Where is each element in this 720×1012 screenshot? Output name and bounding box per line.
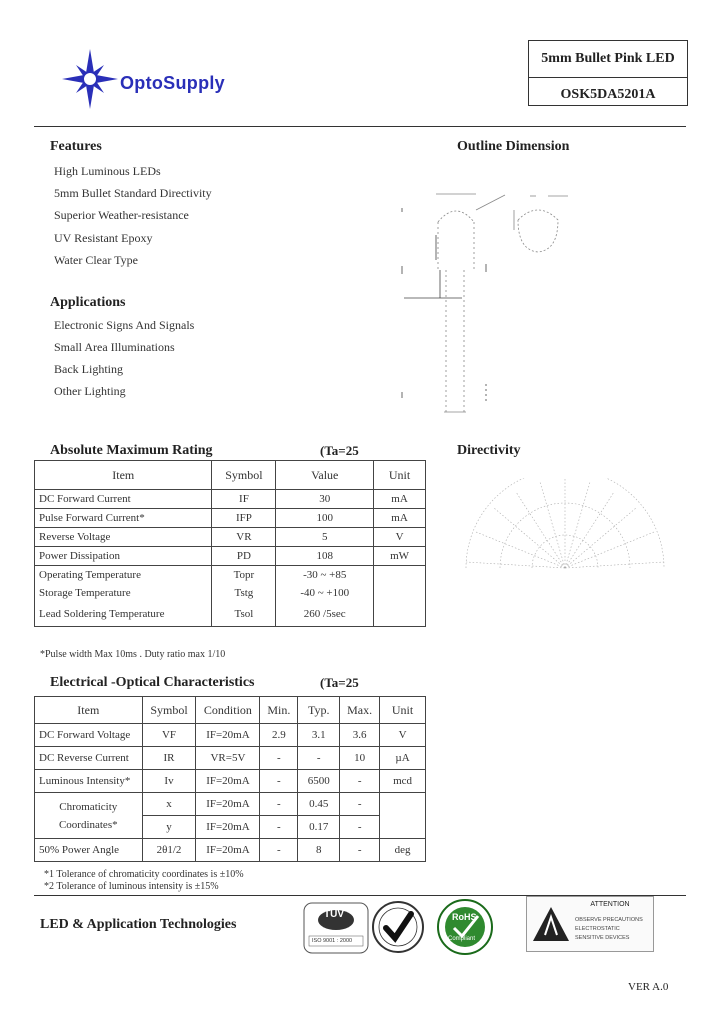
tuv-label: TÜV	[324, 909, 344, 920]
version-label: VER A.0	[628, 981, 669, 993]
table-row: DC Forward Current IF 30 mA	[35, 490, 426, 509]
eoc-header-max: Max.	[340, 697, 380, 724]
rohs-badge-icon	[436, 898, 494, 956]
feature-item: 5mm Bullet Standard Directivity	[54, 186, 212, 200]
top-divider	[34, 126, 686, 127]
eoc-header-typ: Typ.	[298, 697, 340, 724]
title-box	[528, 40, 688, 106]
eoc-note-1: *1 Tolerance of chromaticity coordinates is ±10%	[44, 869, 244, 880]
amr-heading: Absolute Maximum Rating	[50, 443, 213, 458]
eoc-header-symbol: Symbol	[142, 697, 196, 724]
eoc-header-condition: Condition	[196, 697, 260, 724]
eoc-condition: (Ta=25	[320, 675, 359, 690]
outline-dimension-drawing	[390, 180, 590, 420]
application-item: Small Area Illuminations	[54, 340, 175, 354]
amr-header-symbol: Symbol	[212, 461, 276, 490]
esd-attention-box	[526, 896, 654, 952]
table-row: Pulse Forward Current* IFP 100 mA	[35, 509, 426, 528]
application-item: Other Lighting	[54, 384, 126, 398]
table-row: DC Forward Voltage VF IF=20mA 2.9 3.1 3.6 V	[35, 724, 426, 747]
table-row: Chromaticity Coordinates* x IF=20mA - 0.45 -	[35, 793, 426, 816]
amr-header-value: Value	[276, 461, 374, 490]
rohs-compliant-label: Compliant	[448, 936, 476, 942]
eoc-header-min: Min.	[260, 697, 298, 724]
table-row: Reverse Voltage VR 5 V	[35, 528, 426, 547]
table-row: 50% Power Angle 2θ1/2 IF=20mA - 8 - deg	[35, 839, 426, 862]
iso-label: ISO 9001 : 2000	[312, 938, 353, 944]
attention-line: ELECTROSTATIC	[575, 926, 620, 932]
directivity-diagram	[460, 478, 670, 578]
amr-header-unit: Unit	[374, 461, 426, 490]
features-heading: Features	[50, 139, 102, 154]
directivity-heading: Directivity	[457, 443, 521, 458]
absolute-max-rating-table	[34, 460, 426, 627]
attention-title: ATTENTION	[590, 901, 630, 908]
table-row: Operating Temperature Topr -30 ~ +85	[35, 566, 426, 585]
product-title: 5mm Bullet Pink LED	[541, 51, 675, 66]
amr-header-item: Item	[35, 461, 212, 490]
feature-item: UV Resistant Epoxy	[54, 231, 153, 245]
applications-heading: Applications	[50, 295, 126, 310]
attention-line: SENSITIVE DEVICES	[575, 935, 630, 941]
certified-check-badge-icon	[371, 900, 425, 954]
application-item: Electronic Signs And Signals	[54, 318, 195, 332]
table-row: Lead Soldering Temperature Tsol 260 /5sec	[35, 602, 426, 627]
outline-heading: Outline Dimension	[457, 139, 570, 154]
rohs-label: RoHS	[452, 912, 477, 922]
table-row: DC Reverse Current IR VR=5V - - 10 µA	[35, 747, 426, 770]
table-row: Storage Temperature Tstg -40 ~ +100	[35, 584, 426, 602]
company-footer: LED & Application Technologies	[40, 917, 237, 932]
table-row: y IF=20mA - 0.17 -	[35, 816, 426, 839]
part-number: OSK5DA5201A	[560, 87, 656, 102]
table-row: Power Dissipation PD 108 mW	[35, 547, 426, 566]
eoc-header-unit: Unit	[380, 697, 426, 724]
attention-line: OBSERVE PRECAUTIONS	[575, 917, 643, 923]
electrical-optical-table	[34, 696, 426, 862]
application-item: Back Lighting	[54, 362, 123, 376]
eoc-note-2: *2 Tolerance of luminous intensity is ±15%	[44, 881, 219, 892]
brand-name: OptoSupply	[120, 73, 225, 93]
eoc-header-item: Item	[35, 697, 143, 724]
esd-warning-icon	[531, 905, 571, 945]
amr-condition: (Ta=25	[320, 443, 359, 458]
table-row: Luminous Intensity* Iv IF=20mA - 6500 - mcd	[35, 770, 426, 793]
feature-item: High Luminous LEDs	[54, 164, 161, 178]
feature-item: Water Clear Type	[54, 253, 138, 267]
coordinates-label: Coordinates*	[58, 818, 118, 831]
chromaticity-label: Chromaticity	[59, 800, 118, 813]
eoc-heading: Electrical -Optical Characteristics	[50, 675, 255, 690]
feature-item: Superior Weather-resistance	[54, 208, 189, 222]
amr-note: *Pulse width Max 10ms . Duty ratio max 1/10	[40, 649, 226, 660]
